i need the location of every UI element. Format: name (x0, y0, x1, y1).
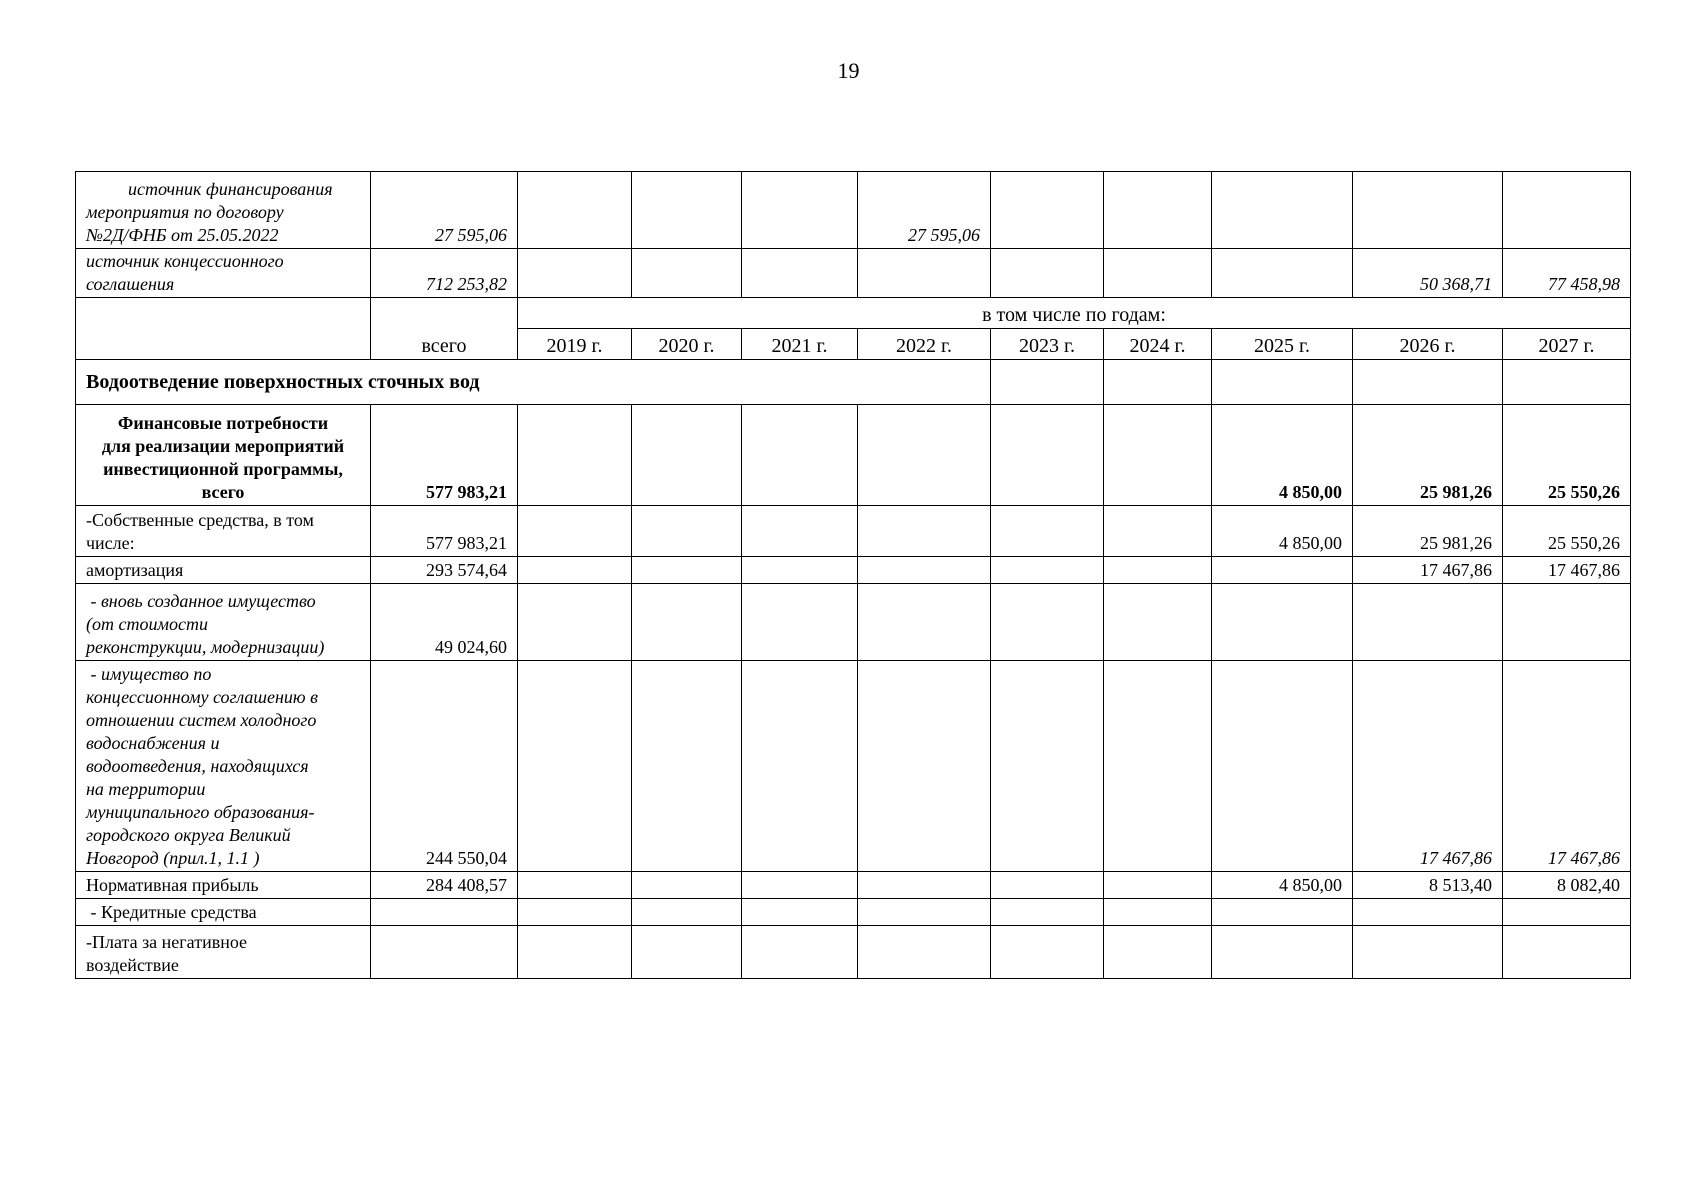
cell-2021 (742, 172, 858, 249)
header-year-2026: 2026 г. (1353, 329, 1503, 360)
row-label-negative-impact-fee: -Плата за негативное воздействие (76, 926, 371, 979)
row-label-amortization: амортизация (76, 557, 371, 584)
cell-total: 27 595,06 (371, 172, 518, 249)
cell-2021 (742, 249, 858, 298)
cell-2023 (991, 872, 1104, 899)
cell-2025 (1212, 249, 1353, 298)
cell-2019 (518, 557, 632, 584)
table-header-row (76, 298, 1631, 329)
cell-2026 (1353, 926, 1503, 979)
header-empty-cell (76, 298, 371, 360)
cell-2025: 4 850,00 (1212, 405, 1353, 506)
cell-total: 244 550,04 (371, 661, 518, 872)
row-label-concession-property: - имущество по концессионному соглашению в отношении систем холодного водоснабжения и водоотведения, находящихся на территории муниципального образования- городского округа Великий Новгород (прил.1, 1.1 ) (76, 661, 371, 872)
cell-2026 (1353, 584, 1503, 661)
financing-table (75, 171, 1631, 979)
cell-2024 (1104, 872, 1212, 899)
cell-total (371, 899, 518, 926)
cell-2027: 17 467,86 (1503, 661, 1631, 872)
cell-2026: 8 513,40 (1353, 872, 1503, 899)
cell-2027: 77 458,98 (1503, 249, 1631, 298)
cell-2020 (632, 926, 742, 979)
table-row (76, 557, 1631, 584)
cell-2021 (742, 899, 858, 926)
cell-2027: 17 467,86 (1503, 557, 1631, 584)
cell-total: 712 253,82 (371, 249, 518, 298)
cell-2021 (742, 506, 858, 557)
cell-2022 (858, 506, 991, 557)
cell-2023 (991, 661, 1104, 872)
cell-2019 (518, 926, 632, 979)
cell-2020 (632, 872, 742, 899)
page-number: 19 (837, 58, 860, 83)
cell-2020 (632, 249, 742, 298)
cell-2025 (1212, 661, 1353, 872)
cell-2025 (1212, 172, 1353, 249)
cell-2022 (858, 899, 991, 926)
cell-2020 (632, 584, 742, 661)
cell-2022 (858, 557, 991, 584)
cell-2025 (1212, 360, 1353, 405)
cell-2022 (858, 249, 991, 298)
header-year-2019: 2019 г. (518, 329, 632, 360)
table-row (76, 872, 1631, 899)
cell-2020 (632, 506, 742, 557)
cell-2027: 8 082,40 (1503, 872, 1631, 899)
cell-total: 284 408,57 (371, 872, 518, 899)
cell-2022 (858, 872, 991, 899)
cell-2024 (1104, 557, 1212, 584)
cell-total: 577 983,21 (371, 405, 518, 506)
header-year-2025: 2025 г. (1212, 329, 1353, 360)
cell-2026: 17 467,86 (1353, 661, 1503, 872)
cell-2026: 25 981,26 (1353, 405, 1503, 506)
cell-2023 (991, 506, 1104, 557)
cell-2024 (1104, 899, 1212, 926)
header-year-2027: 2027 г. (1503, 329, 1631, 360)
cell-total: 293 574,64 (371, 557, 518, 584)
table-row (76, 899, 1631, 926)
cell-2024 (1104, 405, 1212, 506)
cell-2025 (1212, 584, 1353, 661)
cell-2020 (632, 661, 742, 872)
cell-2025 (1212, 899, 1353, 926)
row-label-new-property: - вновь созданное имущество (от стоимости реконструкции, модернизации) (76, 584, 371, 661)
cell-2019 (518, 172, 632, 249)
cell-2021 (742, 557, 858, 584)
cell-total (371, 926, 518, 979)
cell-2019 (518, 584, 632, 661)
cell-2026: 50 368,71 (1353, 249, 1503, 298)
cell-2019 (518, 506, 632, 557)
cell-2024 (1104, 926, 1212, 979)
table-row (76, 506, 1631, 557)
cell-total: 49 024,60 (371, 584, 518, 661)
cell-2022 (858, 405, 991, 506)
section-row (76, 360, 1631, 405)
cell-2024 (1104, 172, 1212, 249)
row-label-own-funds: -Собственные средства, в том числе: (76, 506, 371, 557)
cell-2027 (1503, 360, 1631, 405)
table-row (76, 926, 1631, 979)
cell-2024 (1104, 661, 1212, 872)
cell-2025: 4 850,00 (1212, 506, 1353, 557)
cell-2019 (518, 405, 632, 506)
cell-2021 (742, 926, 858, 979)
cell-2027 (1503, 172, 1631, 249)
cell-2023 (991, 926, 1104, 979)
cell-2022: 27 595,06 (858, 172, 991, 249)
cell-2026: 17 467,86 (1353, 557, 1503, 584)
cell-2023 (991, 172, 1104, 249)
cell-2020 (632, 899, 742, 926)
cell-2019 (518, 249, 632, 298)
cell-2022 (858, 661, 991, 872)
cell-2027 (1503, 584, 1631, 661)
header-year-2021: 2021 г. (742, 329, 858, 360)
cell-2021 (742, 872, 858, 899)
cell-2023 (991, 584, 1104, 661)
cell-2025 (1212, 926, 1353, 979)
table-row (76, 172, 1631, 249)
row-label-financial-needs: Финансовые потребности для реализации мероприятий инвестиционной программы, всего (76, 405, 371, 506)
cell-2027: 25 550,26 (1503, 405, 1631, 506)
cell-2026 (1353, 899, 1503, 926)
cell-2025 (1212, 557, 1353, 584)
cell-2023 (991, 557, 1104, 584)
cell-2019 (518, 899, 632, 926)
cell-2024 (1104, 249, 1212, 298)
header-year-2024: 2024 г. (1104, 329, 1212, 360)
cell-2020 (632, 405, 742, 506)
cell-2020 (632, 557, 742, 584)
cell-2023 (991, 360, 1104, 405)
row-label-financing-source-contract: источник финансирования мероприятия по договору №2Д/ФНБ от 25.05.2022 (76, 172, 371, 249)
section-title: Водоотведение поверхностных сточных вод (76, 360, 991, 405)
row-label-normative-profit: Нормативная прибыль (76, 872, 371, 899)
cell-2022 (858, 584, 991, 661)
header-total: всего (371, 298, 518, 360)
cell-2027: 25 550,26 (1503, 506, 1631, 557)
cell-2027 (1503, 926, 1631, 979)
cell-2023 (991, 405, 1104, 506)
table-row (76, 584, 1631, 661)
table-row (76, 661, 1631, 872)
cell-2024 (1104, 506, 1212, 557)
cell-2025: 4 850,00 (1212, 872, 1353, 899)
cell-2026 (1353, 172, 1503, 249)
header-year-2022: 2022 г. (858, 329, 991, 360)
cell-2024 (1104, 584, 1212, 661)
header-year-2023: 2023 г. (991, 329, 1104, 360)
cell-2019 (518, 661, 632, 872)
row-label-credit-funds: - Кредитные средства (76, 899, 371, 926)
cell-2022 (858, 926, 991, 979)
table-row (76, 249, 1631, 298)
cell-2026: 25 981,26 (1353, 506, 1503, 557)
cell-2019 (518, 872, 632, 899)
table-row (76, 405, 1631, 506)
cell-total: 577 983,21 (371, 506, 518, 557)
cell-2023 (991, 899, 1104, 926)
cell-2026 (1353, 360, 1503, 405)
cell-2021 (742, 661, 858, 872)
cell-2020 (632, 172, 742, 249)
cell-2024 (1104, 360, 1212, 405)
header-by-years: в том числе по годам: (518, 298, 1631, 329)
header-year-2020: 2020 г. (632, 329, 742, 360)
cell-2021 (742, 584, 858, 661)
row-label-concession-source: источник концессионного соглашения (76, 249, 371, 298)
cell-2027 (1503, 899, 1631, 926)
cell-2023 (991, 249, 1104, 298)
cell-2021 (742, 405, 858, 506)
